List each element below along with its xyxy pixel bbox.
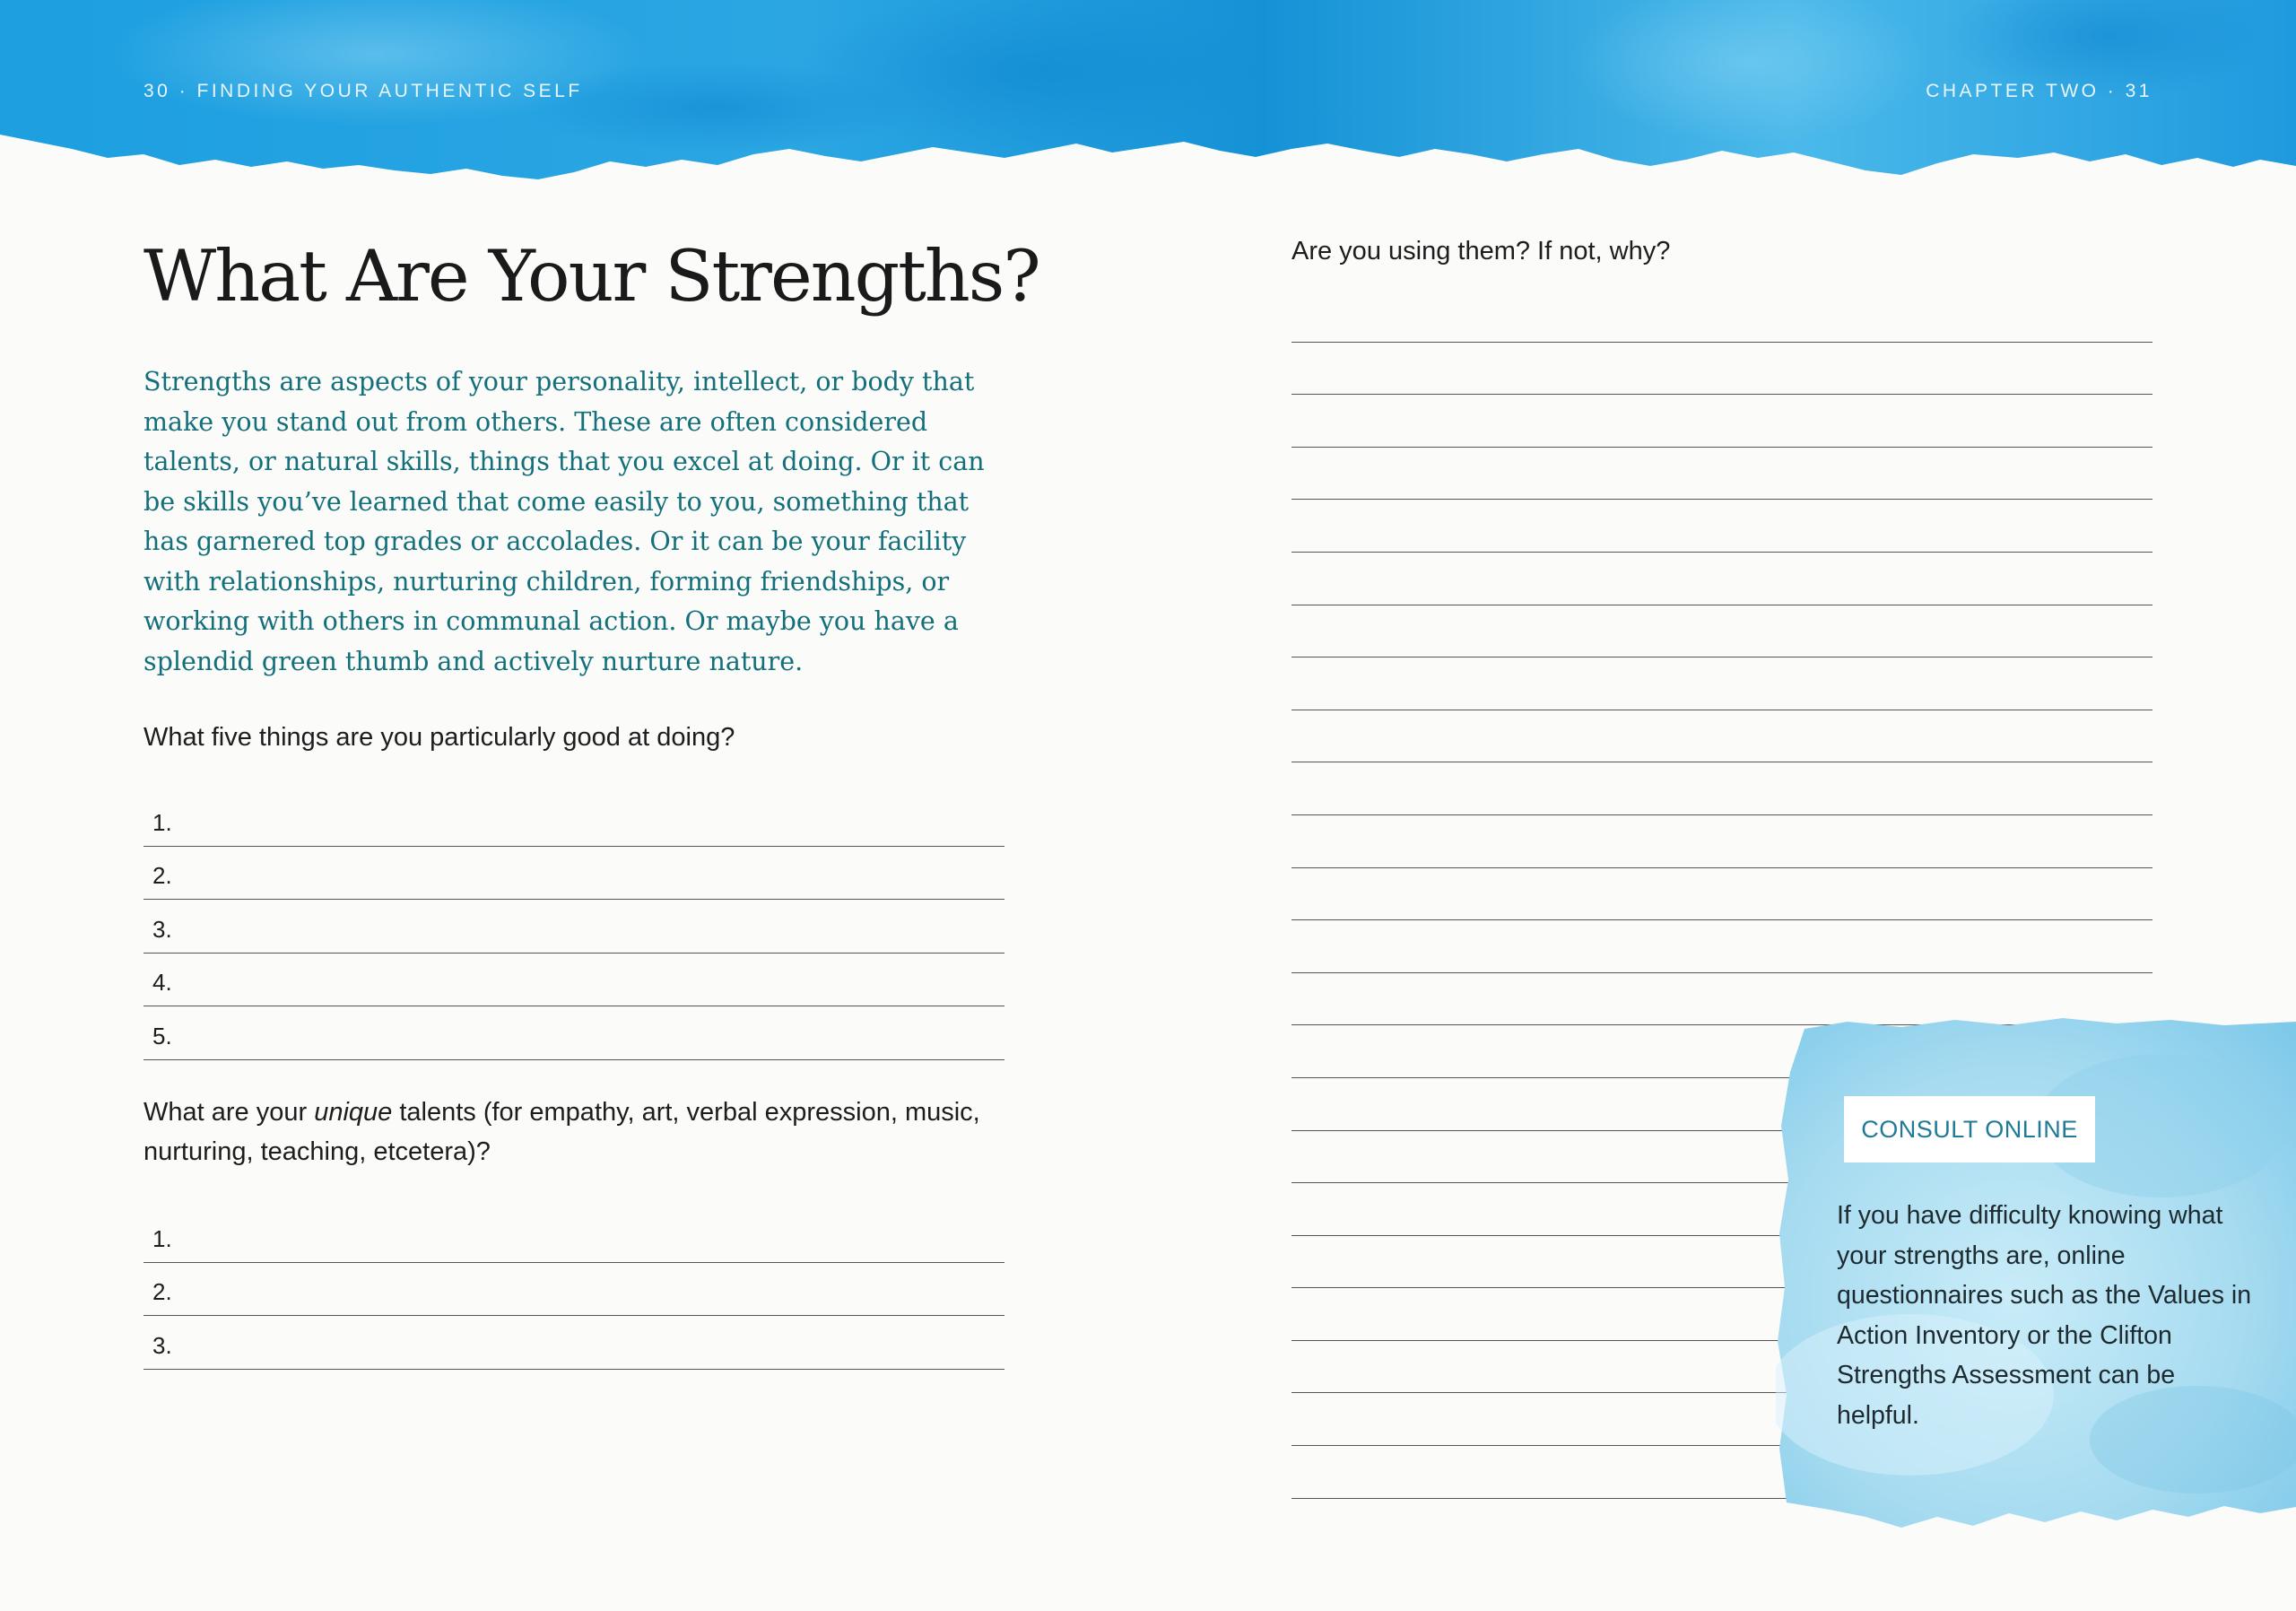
writing-line[interactable]: [1292, 343, 2152, 396]
right-running-head: CHAPTER TWO · 31: [1926, 81, 2152, 101]
writing-line[interactable]: [1292, 710, 2152, 763]
writing-line[interactable]: [1292, 920, 2152, 973]
question-emphasis: unique: [314, 1098, 393, 1127]
answer-line[interactable]: [144, 793, 1004, 847]
good-at-answer-list: [144, 793, 1004, 1060]
answer-line[interactable]: [144, 900, 1004, 954]
line-number: 2.: [152, 862, 172, 889]
unique-talents-answer-list: [144, 1209, 1004, 1370]
consult-online-text: If you have difficulty knowing what your strengths are, online questionnaires such as the Values in Action Inventory or the Clifton Strengths Assessment can be helpful.: [1837, 1201, 2252, 1430]
answer-line[interactable]: [144, 1209, 1004, 1263]
answer-line[interactable]: [144, 1263, 1004, 1317]
consult-online-label: CONSULT ONLINE: [1844, 1096, 2095, 1163]
writing-line[interactable]: [1292, 605, 2152, 658]
line-number: 3.: [152, 1331, 172, 1359]
answer-line[interactable]: [144, 1316, 1004, 1370]
line-number: 4.: [152, 969, 172, 996]
line-number: 3.: [152, 915, 172, 943]
writing-line[interactable]: [1292, 868, 2152, 921]
writing-line[interactable]: [1292, 762, 2152, 815]
writing-line[interactable]: [1292, 290, 2152, 343]
watercolor-banner: [0, 0, 2296, 193]
question-good-at: What five things are you particularly good at doing?: [144, 723, 735, 752]
answer-line[interactable]: [144, 847, 1004, 901]
writing-line[interactable]: [1292, 448, 2152, 501]
writing-line[interactable]: [1292, 500, 2152, 553]
writing-line[interactable]: [1292, 395, 2152, 448]
answer-line[interactable]: [144, 954, 1004, 1007]
writing-line[interactable]: [1292, 657, 2152, 710]
answer-line[interactable]: [144, 1006, 1004, 1060]
line-number: 2.: [152, 1278, 172, 1305]
question-text-after: talents (for empathy, art, verbal expression, music, nurturing, teaching, etcetera)?: [144, 1098, 980, 1166]
consult-online-note: [1776, 1018, 2296, 1534]
left-running-head: 30 · FINDING YOUR AUTHENTIC SELF: [144, 81, 583, 101]
page-title: What Are Your Strengths?: [144, 235, 1039, 318]
line-number: 1.: [152, 1224, 172, 1252]
intro-paragraph: Strengths are aspects of your personality, intellect, or body that make you stand out from others. These are often considered talents, or natural skills, things that you excel at doing. Or it can be skills you’ve learned that come easily to you, something that has garnered top grades or accolades. Or it can be your facility with relationships, nurturing children, forming friendships, or working with others in communal action. Or maybe you have a splendid green thumb and actively nurture nature.: [144, 367, 985, 676]
writing-line[interactable]: [1292, 553, 2152, 605]
line-number: 1.: [152, 808, 172, 836]
question-text-before: What are your: [144, 1098, 315, 1127]
writing-line[interactable]: [1292, 815, 2152, 868]
question-using-them: Are you using them? If not, why?: [1292, 237, 1671, 266]
line-number: 5.: [152, 1022, 172, 1049]
question-unique-talents: [144, 1093, 1004, 1171]
